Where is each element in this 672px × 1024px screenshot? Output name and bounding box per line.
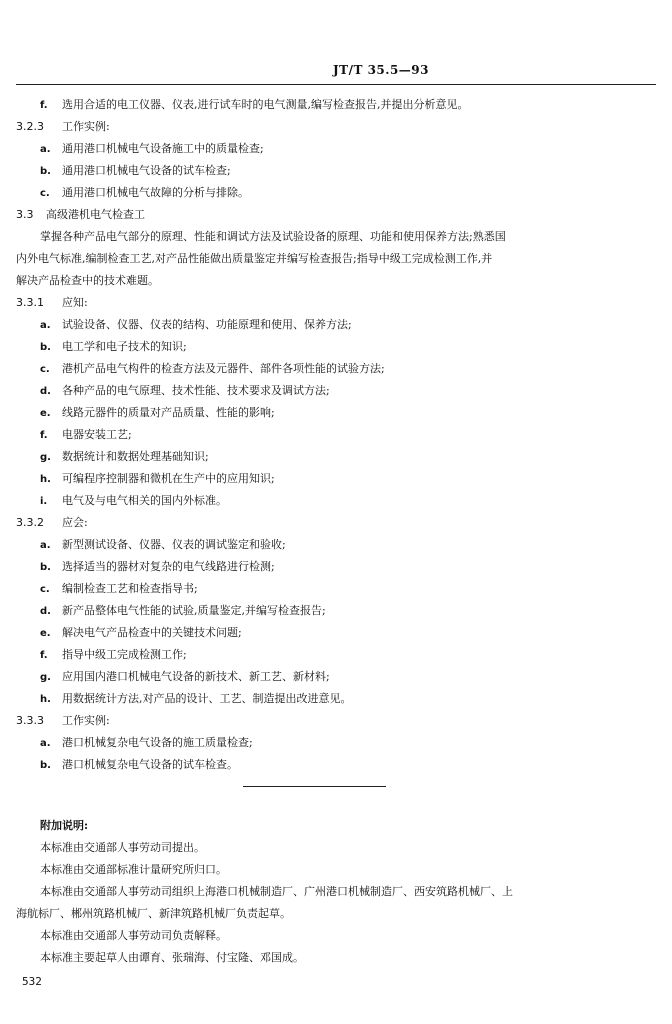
list-item bbox=[40, 141, 264, 158]
item-label: a. bbox=[40, 320, 51, 331]
item-text: 通用港口机械电气设备施工中的质量检查; bbox=[62, 142, 264, 155]
item-label: e. bbox=[40, 408, 51, 419]
list-item bbox=[40, 361, 385, 378]
section-title: 应会: bbox=[62, 516, 88, 529]
item-label: c. bbox=[40, 188, 50, 199]
list-item bbox=[40, 735, 253, 752]
section-title: 高级港机电气检查工 bbox=[46, 208, 145, 221]
item-label: a. bbox=[40, 738, 51, 749]
page-header bbox=[0, 63, 672, 77]
section-title: 工作实例: bbox=[62, 120, 110, 133]
list-item bbox=[40, 163, 231, 180]
list-item bbox=[40, 581, 198, 598]
section-number: 3.2.3 bbox=[16, 120, 44, 133]
page-number: 532 bbox=[22, 975, 42, 988]
note-line: 本标准由交通部标准计量研究所归口。 bbox=[40, 863, 227, 876]
header-rule bbox=[16, 84, 656, 85]
item-text: 电气及与电气相关的国内外标准。 bbox=[62, 494, 227, 507]
note-line: 本标准由交通部人事劳动司负责解释。 bbox=[40, 929, 227, 942]
list-item bbox=[40, 185, 249, 202]
item-text: 电器安装工艺; bbox=[62, 428, 132, 441]
list-item bbox=[40, 383, 330, 400]
item-text: 新产品整体电气性能的试验,质量鉴定,并编写检查报告; bbox=[62, 604, 326, 617]
list-item bbox=[40, 427, 132, 444]
note-line: 海航标厂、郴州筑路机械厂、新津筑路机械厂负责起草。 bbox=[16, 907, 291, 920]
list-item bbox=[40, 669, 330, 686]
item-label: c. bbox=[40, 584, 50, 595]
item-text: 港口机械复杂电气设备的试车检查。 bbox=[62, 758, 238, 771]
section-heading bbox=[16, 515, 88, 531]
list-item bbox=[40, 449, 209, 466]
item-label: a. bbox=[40, 540, 51, 551]
item-text: 解决电气产品检查中的关键技术问题; bbox=[62, 626, 242, 639]
section-number: 3.3.1 bbox=[16, 296, 44, 309]
item-label: f. bbox=[40, 650, 48, 661]
item-label: g. bbox=[40, 672, 51, 683]
section-heading bbox=[16, 713, 110, 729]
item-text: 指导中级工完成检测工作; bbox=[62, 648, 187, 661]
list-item bbox=[40, 691, 352, 708]
item-label: b. bbox=[40, 342, 51, 353]
section-heading bbox=[16, 295, 88, 311]
list-item bbox=[40, 647, 187, 664]
list-item bbox=[40, 97, 469, 114]
list-item bbox=[40, 471, 275, 488]
item-label: b. bbox=[40, 166, 51, 177]
list-item bbox=[40, 405, 275, 422]
item-label: b. bbox=[40, 760, 51, 771]
standard-code: JT/T 35.5—93 bbox=[332, 63, 430, 77]
item-label: d. bbox=[40, 606, 51, 617]
item-text: 通用港口机械电气故障的分析与排除。 bbox=[62, 186, 249, 199]
item-label: b. bbox=[40, 562, 51, 573]
list-item bbox=[40, 603, 326, 620]
item-text: 港口机械复杂电气设备的施工质量检查; bbox=[62, 736, 253, 749]
item-text: 通用港口机械电气设备的试车检查; bbox=[62, 164, 231, 177]
item-text: 新型测试设备、仪器、仪表的调试鉴定和验收; bbox=[62, 538, 286, 551]
list-item bbox=[40, 625, 242, 642]
item-label: h. bbox=[40, 694, 51, 705]
item-text: 应用国内港口机械电气设备的新技术、新工艺、新材料; bbox=[62, 670, 330, 683]
item-label: a. bbox=[40, 144, 51, 155]
item-label: i. bbox=[40, 496, 48, 507]
section-number: 3.3.2 bbox=[16, 516, 44, 529]
item-label: d. bbox=[40, 386, 51, 397]
item-label: c. bbox=[40, 364, 50, 375]
section-number: 3.3 bbox=[16, 208, 34, 221]
item-text: 编制检查工艺和检查指导书; bbox=[62, 582, 198, 595]
list-item bbox=[40, 339, 187, 356]
item-label: f. bbox=[40, 430, 48, 441]
item-text: 可编程序控制器和微机在生产中的应用知识; bbox=[62, 472, 275, 485]
section-heading bbox=[16, 207, 145, 223]
list-item bbox=[40, 537, 286, 554]
item-label: h. bbox=[40, 474, 51, 485]
paragraph-line: 掌握各种产品电气部分的原理、性能和调试方法及试验设备的原理、功能和使用保养方法;熟悉国 bbox=[40, 230, 506, 243]
item-text: 港机产品电气构件的检查方法及元器件、部件各项性能的试验方法; bbox=[62, 362, 385, 375]
item-text: 各种产品的电气原理、技术性能、技术要求及调试方法; bbox=[62, 384, 330, 397]
item-text: 选用合适的电工仪器、仪表,进行试车时的电气测量,编写检查报告,并提出分析意见。 bbox=[62, 98, 469, 111]
item-text: 试验设备、仪器、仪表的结构、功能原理和使用、保养方法; bbox=[62, 318, 352, 331]
note-line: 本标准由交通部人事劳动司提出。 bbox=[40, 841, 205, 854]
item-text: 电工学和电子技术的知识; bbox=[62, 340, 187, 353]
list-item bbox=[40, 559, 275, 576]
section-heading bbox=[16, 119, 110, 135]
end-rule bbox=[243, 786, 386, 787]
section-number: 3.3.3 bbox=[16, 714, 44, 727]
item-text: 线路元器件的质量对产品质量、性能的影响; bbox=[62, 406, 275, 419]
note-line: 本标准主要起草人由谭育、张瑞海、付宝隆、邓国成。 bbox=[40, 951, 304, 964]
item-text: 用数据统计方法,对产品的设计、工艺、制造提出改进意见。 bbox=[62, 692, 352, 705]
notes-title: 附加说明: bbox=[40, 819, 89, 832]
item-label: g. bbox=[40, 452, 51, 463]
note-line: 本标准由交通部人事劳动司组织上海港口机械制造厂、广州港口机械制造厂、西安筑路机械厂、上 bbox=[40, 885, 513, 898]
item-label: e. bbox=[40, 628, 51, 639]
item-text: 数据统计和数据处理基础知识; bbox=[62, 450, 209, 463]
section-title: 工作实例: bbox=[62, 714, 110, 727]
item-text: 选择适当的器材对复杂的电气线路进行检测; bbox=[62, 560, 275, 573]
paragraph-line: 内外电气标准,编制检查工艺,对产品性能做出质量鉴定并编写检查报告;指导中级工完成检测工作,并 bbox=[16, 252, 493, 265]
list-item bbox=[40, 757, 238, 774]
paragraph-line: 解决产品检查中的技术难题。 bbox=[16, 274, 159, 287]
list-item bbox=[40, 317, 352, 334]
item-label: f. bbox=[40, 100, 48, 111]
section-title: 应知: bbox=[62, 296, 88, 309]
list-item bbox=[40, 493, 227, 510]
